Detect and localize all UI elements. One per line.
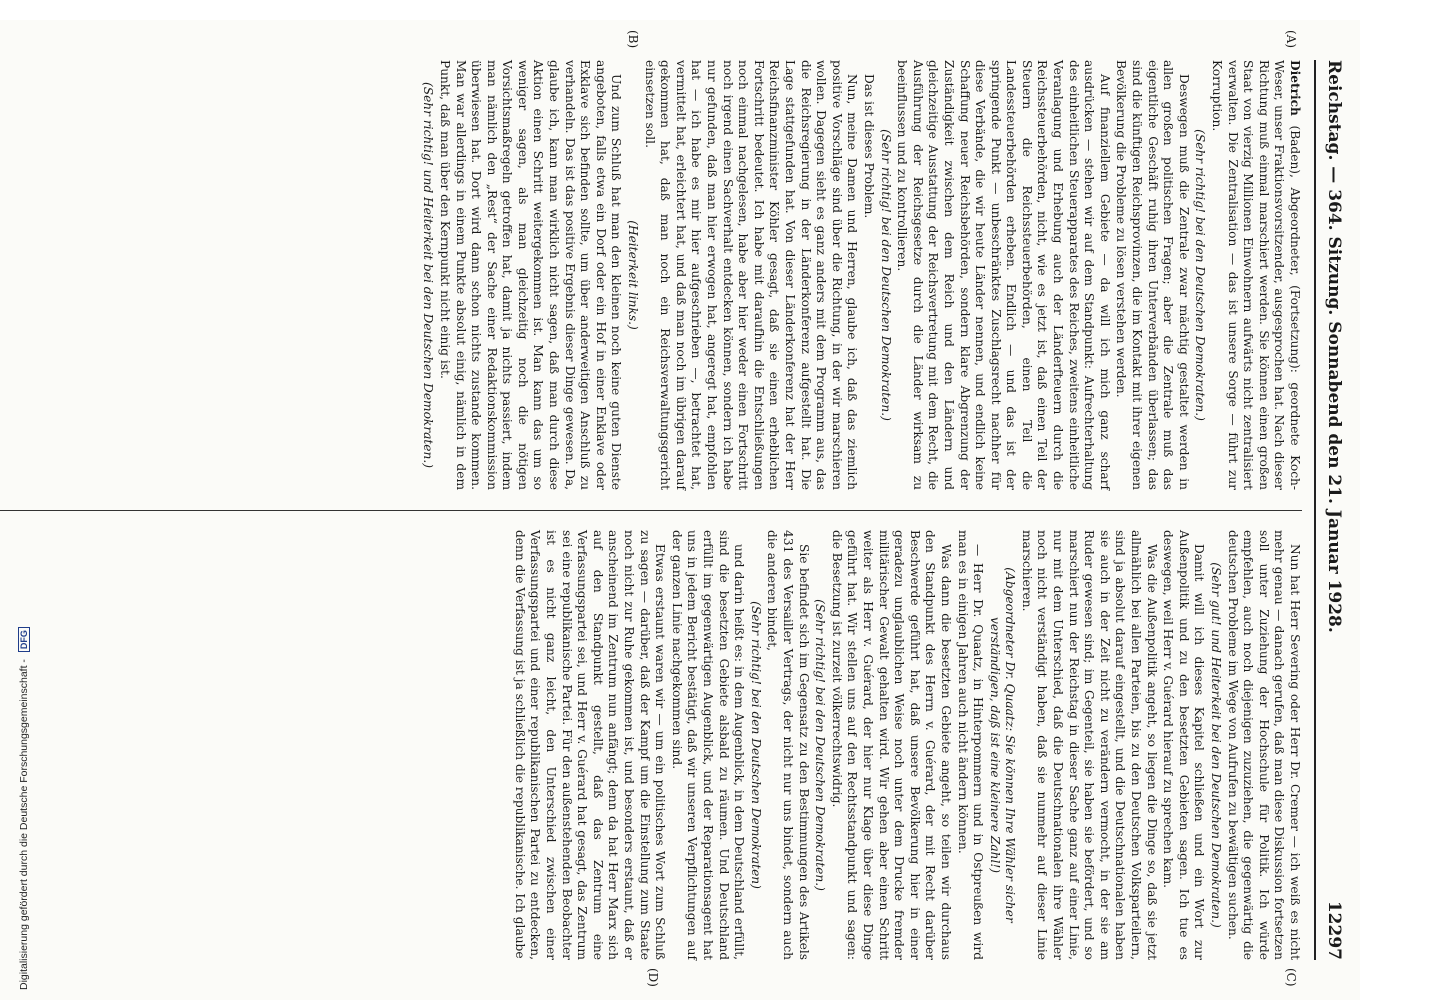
left-column [0, 60, 1302, 490]
interjection: (Abgeordneter Dr. Quaatz: Sie können Ihre Wähler sicher verständigen, daß ist eine kleinere Zahl!) [987, 567, 1018, 923]
header-title: Reichstag. — 364. Sitzung. Sonnabend den 21. Januar 1928. [1324, 60, 1344, 633]
speaker-role: (Baden), Abgeordneter, (Fortsetzung): [1288, 115, 1302, 373]
paragraph: Sie befindet sich im Gegensatz zu den Bestimmungen des Artikels 431 des Versailler Vertrags, der nicht nur uns bindet, sondern auch die anderen bindet, [765, 530, 811, 960]
dfg-logo: DFG [18, 627, 30, 652]
credit-text: Digitalisierung gefördert durch die Deutsche Forschungsgemeinschaft - [18, 659, 30, 990]
paragraph: Nun hat Herr Severing oder Herr Dr. Cremer — ich weiß es nicht mehr genau — danach gerufen, daß man diese Diskussion fortsetzen soll unter Zuziehung der Hochschule für Politik. Ich würde empfehlen, auch noch diejenigen zuzuziehen, die gegenwärtig die deutschen Probleme im Wege von Aufrufen zu bewältigen suchen. [1225, 530, 1302, 960]
page-header [1314, 60, 1350, 960]
interjection: (Heiterkeit links.) [626, 220, 641, 330]
interjection: (Sehr richtig! bei den Deutschen Demokraten) [748, 601, 763, 889]
interjection: (Sehr richtig! bei den Deutschen Demokraten.) [813, 599, 828, 891]
paragraph: Etwas erstaunt waren wir — um ein politisches Wort zum Schluß zu sagen — darüber, daß der Kampf um die Einstellung zum Staate noch nicht zur Ruhe gekommen ist, und besonders erstaunt, daß er anscheinend im Zentrum nun anfängt; denn da hat Herr Marx sich auf den Standpunkt gestellt, daß das Zentrum eine Verfassungspartei sei, und Herr v. Guérard hat gesagt, das Zentrum sei eine republikanische Partei. Für den außenstehenden Beobachter ist es nicht ganz leicht, den Unterschied zwischen einer Verfassungspartei und einer republikanischen Partei zu entdecken, denn die Verfassung ist ja schließlich die republikanische. Ich glaube [512, 530, 668, 960]
paragraph: Damit will ich dieses Kapitel schließen und ein Wort zur Außenpolitik und zu den besetzten Gebieten sagen. Ich tue es deswegen, weil Herr v. Guérard hierauf zu sprechen kam. [1161, 530, 1207, 960]
margin-mark-a: (A) [1284, 30, 1298, 49]
paragraph: Was die Außenpolitik angeht, so liegen die Dinge so, daß sie jetzt allmählich bei allen Parteien, bis zu den Deutschen Volksparteilern, sind ja absolut darauf eingestellt, und die Deutschnationalen haben sie auch in der Zeit nicht zu verändern vermocht, in der sie am Ruder gewesen sind; im Gegenteil, sie haben sie befördert, und so marschiert nun der Reichstag in dieser Sache ganz auf einer Linie, nur mit dem Unterschied, daß die Deutschnationalen ihre Wähler noch nicht verständigt haben, daß sie nunmehr auf dieser Linie marschieren. [1019, 530, 1159, 960]
paragraph: und darin heißt es: in dem Augenblick, in dem Deutschland erfüllt, sind die besetzten Gebiete alsbald zu räumen. Und Deutschland erfüllt im gegenwärtigen Augenblick, und der Reparationsagent hat uns in jedem Bericht bestätigt, daß wir unseren Verpflichtungen auf der ganzen Linie nachgekommen sind. [669, 530, 747, 960]
paragraph-text: geordnete Koch-Weser, unser Fraktionsvorsitzender, ausgesprochen hat. Nach dieser Richtung muß einmal marschiert werden. Sie können einen großen Staat von vierzig Millionen Einwohnern aufwärts nicht zentralisiert verwalten. Die Zentralisation — das ist unsere Sorge — führt zur Korruption. [1210, 60, 1302, 490]
margin-mark-d: (D) [646, 968, 660, 987]
margin-mark-b: (B) [626, 30, 640, 49]
document-page [0, 20, 1360, 1000]
page-number: 12297 [1324, 900, 1344, 960]
interjection: (Sehr richtig! bei den Deutschen Demokraten.) [1193, 129, 1208, 421]
digitization-credit [18, 627, 30, 990]
interjection: (Sehr gut! und Heiterkeit bei den Deutschen Demokraten.) [1209, 562, 1224, 928]
paragraph: Was dann die besetzten Gebiete angeht, so teilen wir durchaus den Standpunkt des Herrn v. Guérard, der mit Recht darüber Beschwerde geführt hat, daß unsere Bevölkerung hier in einer geradezu unglaublichen Weise noch unter dem Drucke fremder militärischer Gewalt gehalten wird. Wir gehen aber einen Schritt weiter als Herr v. Guérard, der hier nur Klage über diese Dinge geführt hat. Wir stellen uns auf den Rechtsstandpunkt und sagen: die Besetzung ist zurzeit völkerrechtswidrig. [829, 530, 953, 960]
paragraph: Das ist dieses Problem. [861, 74, 876, 219]
column-divider [0, 510, 1302, 511]
interjection: (Sehr richtig! und Heiterkeit bei den Deutschen Demokraten.) [421, 81, 436, 468]
paragraph: Auf finanziellem Gebiete — da will ich mich ganz scharf ausdrücken — stehen wir auf dem Standpunkt: Aufrechterhaltung des einheitlichen Steuerapparates des Reiches, zweitens einheitliche Veranlagung und Erhebung auch der Länderfteuern durch die Reichssteuerbehörden, nicht, wie es jetzt ist, daß einen Teil der Steuern die Reichssteuerbehörden, einen Teil die Landessteuerbehörden erheben. Endlich — und das ist der springende Punkt — unbeschränktes Zuschlagsrecht nachher für diese Verbände, die wir heute Länder nennen, und endlich keine Schaffung neuer Reichsbehörden, sondern klare Abgrenzung der Zuständigkeit zwischen dem Reich und den Ländern und gleichzeitige Ausstattung der Reichsvertretung mit dem Recht, die Ausführung der Reichsgesetze durch die Länder wirksam zu beeinflussen und zu kontrollieren. [895, 60, 1112, 490]
margin-mark-c: (C) [1284, 968, 1298, 987]
right-column [0, 530, 1302, 960]
paragraph [1208, 60, 1302, 490]
speaker-name: Dietrich [1288, 60, 1302, 116]
paragraph: — Herr Dr. Quaatz, in Hinterpommern und in Ostpreußen wird man es in einigen Jahren auch nicht ändern können. [955, 530, 986, 960]
paragraph: Deswegen muß die Zentrale zwar mächtig gestaltet werden in allen großen politischen Fragen; aber die Zentrale muß das eigentliche Geschäft ruhig ihren Unterverbänden überlassen; das sind die künftigen Reichsprovinzen, die im Kontakt mit ihrer eigenen Bevölkerung die Probleme zu lösen verstehen werden. [1114, 60, 1191, 490]
paragraph: Nun, meine Damen und Herren, glaube ich, daß das ziemlich positive Vorschläge sind über die Richtung, in der wir marschieren wollen. Dagegen sieht es ganz anders mit dem Programm aus, das die Reichsregierung in der Länderkonferenz aufgestellt hat. Die Lage stattgefunden hat. Von dieser Länderkonferenz hat der Herr Reichsfinanzminister Köhler gesagt, daß sie einen erheblichen Fortschritt bedeutet. Ich habe mit daraufhin die Entschließungen noch einmal nachgelesen, habe aber hier weder einen Fortschritt noch irgend einen Sachverhalt entdecken können, sondern ich habe nur gefunden, daß man hier erwogen hat, angeregt hat, empfohlen hat — ich habe es mir hier aufgeschrieben —, betrachtet hat, vermittelt hat, erleichtert hat, und daß man noch im übrigen darauf gekommen hat, daß man noch ein Reichsverwaltungsgericht einsetzen soll. [642, 60, 860, 490]
paragraph: Und zum Schluß hat man den kleinen noch keine guten Dienste angeboten, falls etwa ein Dorf oder ein Hof in einer Enklave oder Exklave sich befinden sollte, um über anderweitigen Anschluß zu verhandeln. Das ist das positive Ergebnis dieser Dinge gewesen. Da, glaube ich, kann man wirklich nicht sagen, daß man durch diese Aktion einen Schritt weitergekommen ist. Man kann das um so weniger sagen, als man gleichzeitig noch die nötigen Vorsichtsmaßregeln getroffen hat, damit ja nichts passiert, indem man nämlich den „Rest“ der Sache einer Redaktionskommission überwiesen hat. Dort wird dann schon nichts zustande kommen. Man war allerdings in einem Punkte absolut einig, nämlich in dem Punkt, daß man über den Kernpunkt nicht einig ist. [437, 60, 624, 490]
interjection: (Sehr richtig! bei den Deutschen Demokraten.) [878, 129, 893, 421]
